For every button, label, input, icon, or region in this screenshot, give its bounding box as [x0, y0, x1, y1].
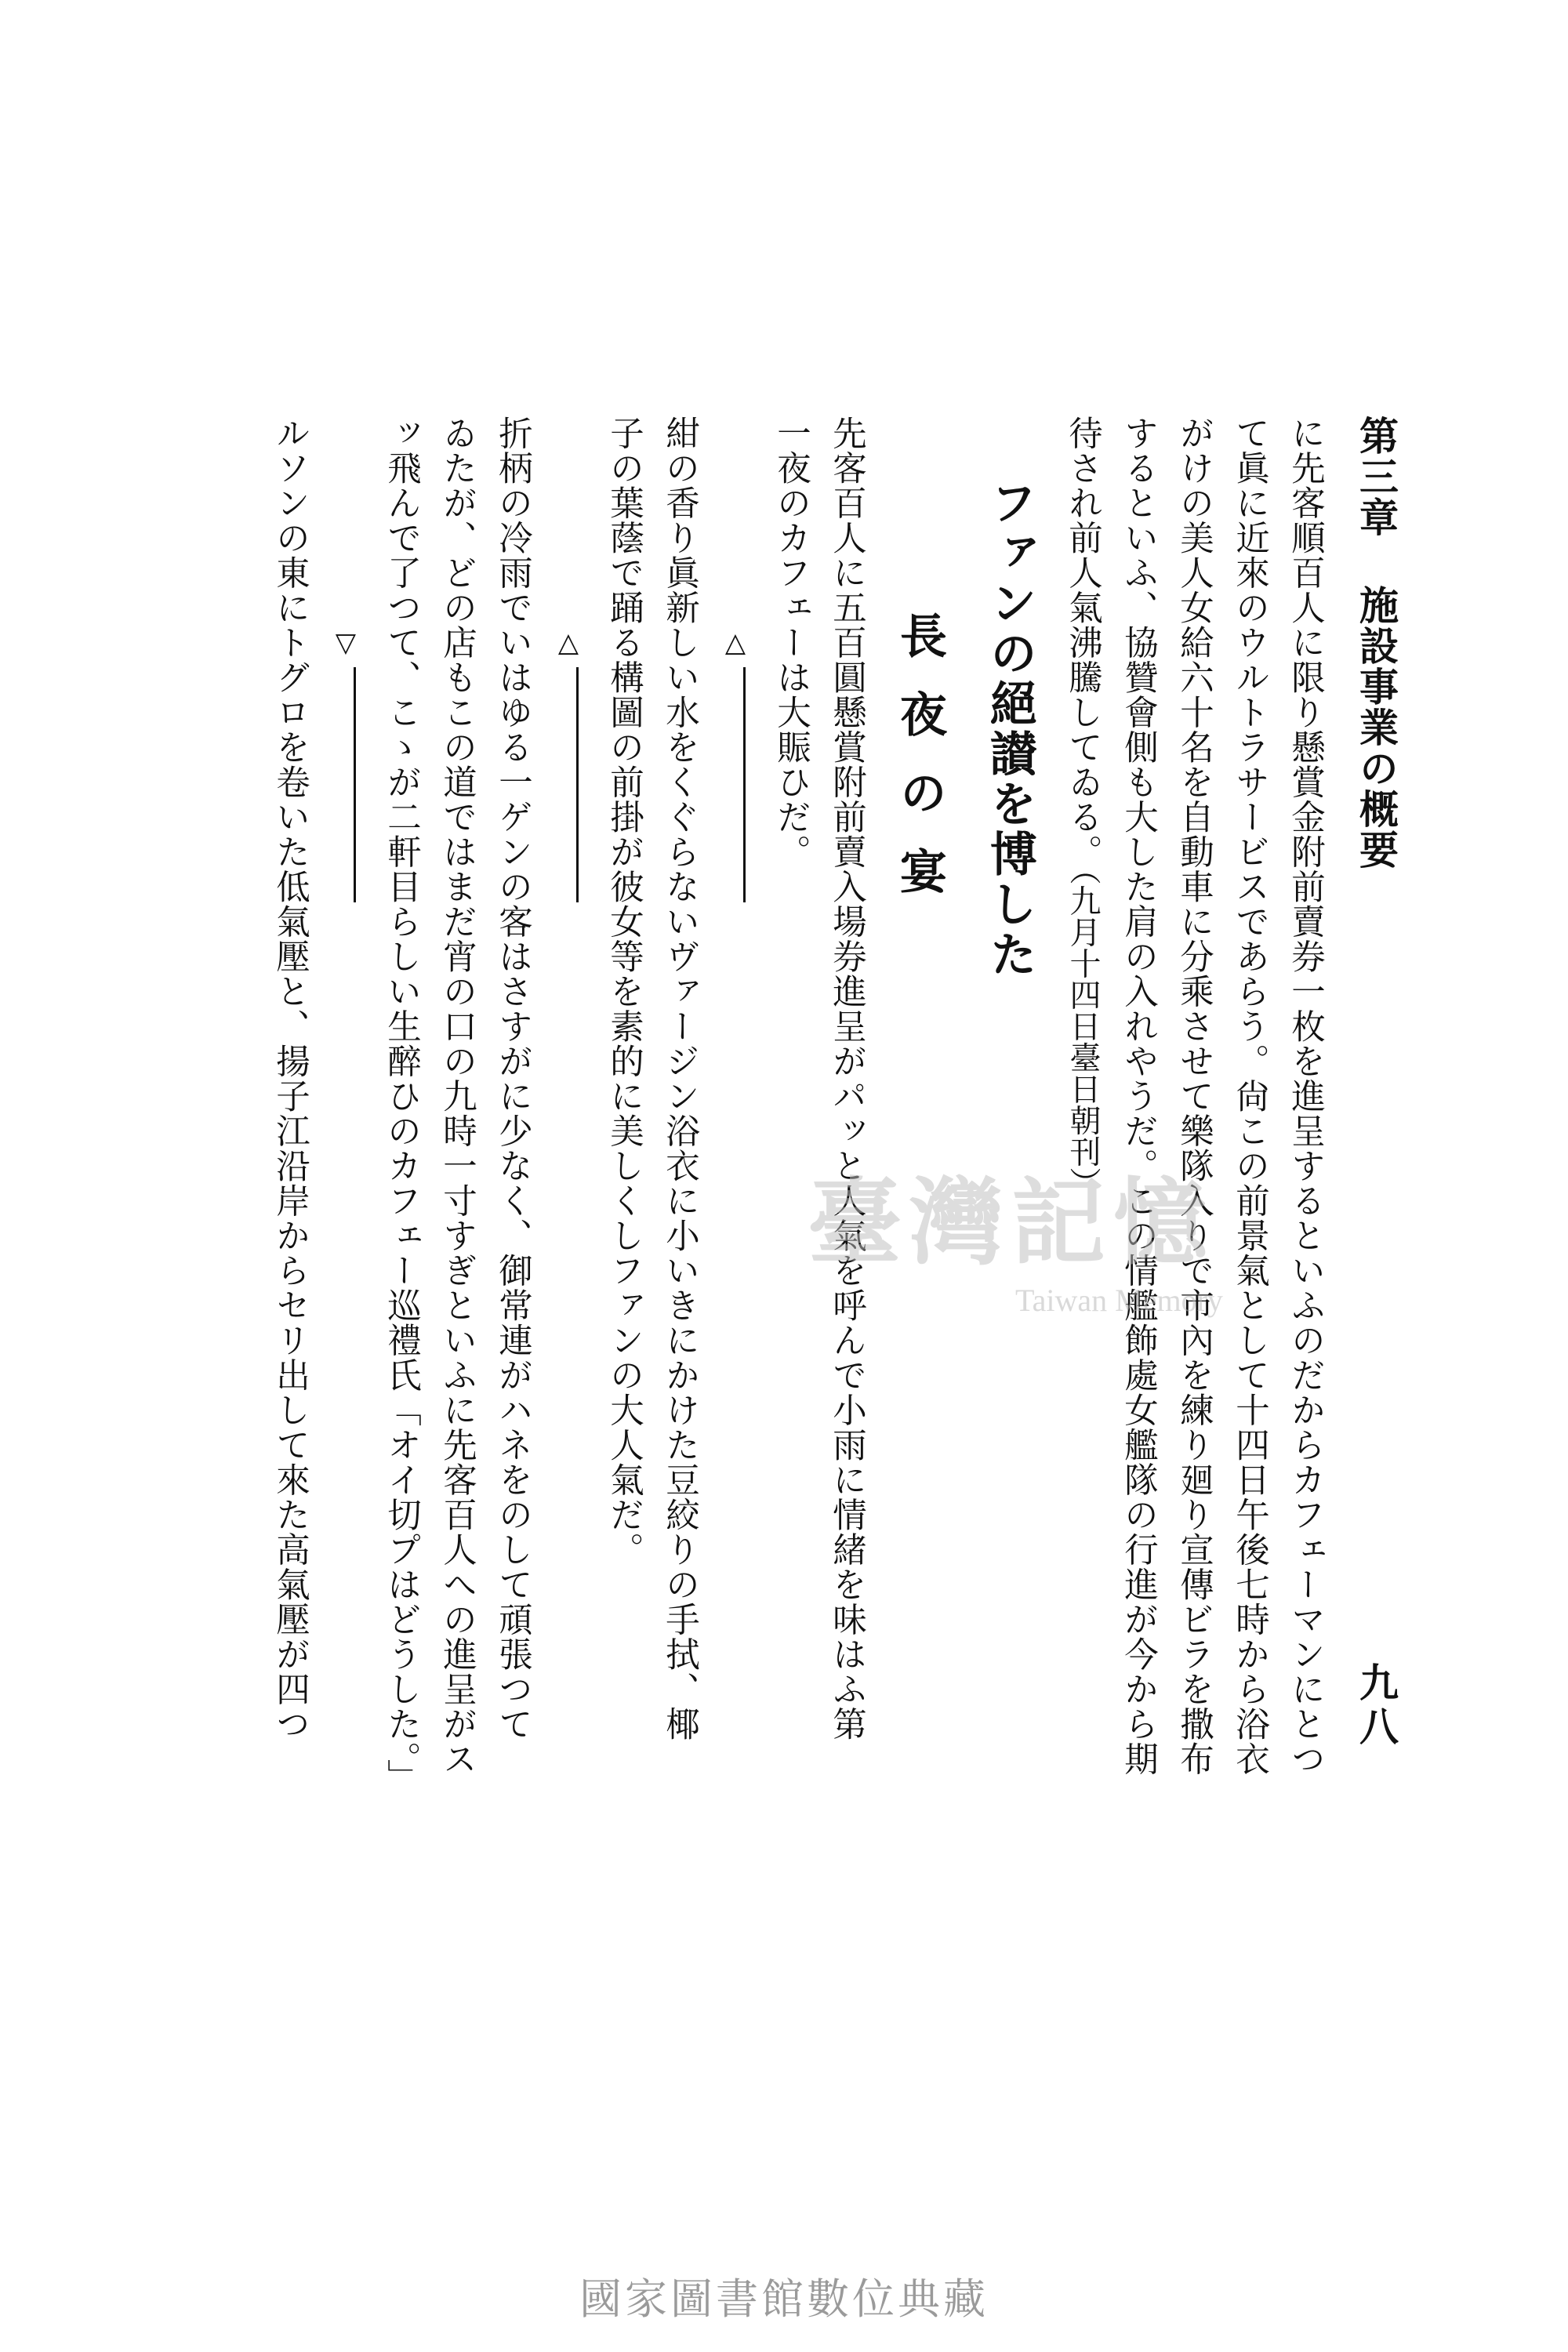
- running-header: [1341, 416, 1411, 870]
- separator-line: [354, 667, 356, 902]
- separator-line: [743, 667, 746, 902]
- text-line: [1054, 416, 1110, 1905]
- section-line: ルソンの東にトグロを卷いた低氣壓と、揚子江沿岸からセリ出して來た高氣壓が四つ: [270, 416, 310, 1741]
- section-separator: [318, 416, 373, 1905]
- text-line: て眞に近來のウルトラサービスであらう。尙この前景氣として十四日午後七時から浴衣: [1230, 416, 1269, 1777]
- vertical-text-body: [141, 416, 1333, 1905]
- section-separator: [540, 416, 596, 1905]
- text-line: に先客順百人に限り懸賞金附前賣券一枚を進呈するといふのだからカフェーマンにとつ: [1286, 416, 1325, 1777]
- section-line: ッ飛んで了つて、こゝが二軒目らしい生醉ひのカフェー巡禮氏「オイ切プはどうした。」: [382, 416, 421, 1795]
- text-line-content: 待され前人氣沸騰してゐる。: [1063, 416, 1102, 869]
- separator-line: [576, 667, 579, 902]
- lead-line: 一夜のカフェーは大賑ひだ。: [771, 416, 811, 869]
- article-title: ファンの絕讃を博した: [982, 478, 1037, 980]
- section-line: 子の葉蔭で踊る構圖の前掛が彼女等を素的に美しくしファンの大人氣だ。: [604, 416, 644, 1567]
- text-line: するといふ、協贊會側も大した肩の入れやうだ。この情艦飾處女艦隊の行進が今から期: [1119, 416, 1158, 1777]
- lead-line: 先客百人に五百圓懸賞附前賣入場券進呈がパッと人氣を呼んで小雨に情緒を味はふ第: [827, 416, 866, 1741]
- section-label: 施設事業の概要: [1353, 585, 1399, 870]
- triangle-up-icon: △: [720, 627, 751, 659]
- section-separator: [707, 416, 763, 1905]
- text-line: がけの美人女給六十名を自動車に分乘させて樂隊入りで市內を練り廻り宣傳ビラを撒布: [1174, 416, 1214, 1777]
- triangle-up-icon: △: [553, 627, 584, 659]
- article-subtitle: 長夜の宴: [892, 612, 947, 925]
- triangle-down-icon: ▽: [330, 627, 361, 659]
- section-line: 折柄の冷雨でいはゆる一ゲンの客はさすがに少なく、御常連がハネをのして頑張つて: [493, 416, 532, 1741]
- page-number: 九八: [1353, 1662, 1399, 1750]
- source-note: （九月十四日臺日朝刊）: [1065, 869, 1101, 1199]
- watermark-sub-text: Taiwan Memory: [1015, 1283, 1223, 1318]
- section-line: 紺の香り眞新しい水をくぐらないヴァージン浴衣に小いきにかけた豆絞りの手拭、椰: [660, 416, 699, 1741]
- section-line: ゐたが、どの店もこの道ではまだ宵の口の九時一寸すぎといふに先客百人への進呈がス: [437, 416, 477, 1777]
- footer-credit: 國家圖書館數位典藏: [579, 2274, 989, 2324]
- watermark-logo: [808, 1168, 1278, 1341]
- chapter-label: 第三章: [1353, 416, 1399, 538]
- watermark-main-text: 臺灣記憶: [808, 1167, 1215, 1278]
